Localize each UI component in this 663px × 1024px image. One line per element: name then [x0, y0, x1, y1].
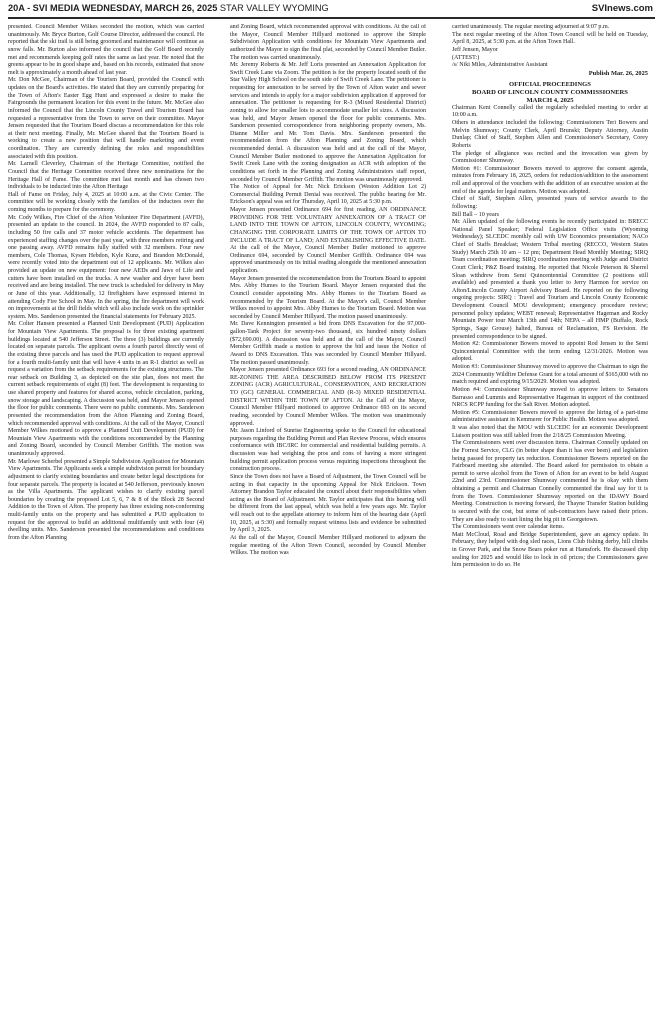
paragraph: carried unanimously. The regular meeting adjourned at 9:07 p.m. — [452, 24, 610, 30]
paragraph: Mr. Larnell Cleverley, Chairman of the Heritage Committee, notified the Council that the Heritage Committee received three new nominations for the Heritage Hall of Fame. The committee met last month and has chosen two individuals to be inducted into the Afton Heritage — [8, 161, 204, 191]
paragraph: Mayor Jensen presented the recommendation from the Tourism Board to appoint Mrs. Abby Humes to the Tourism Board. Mayor Jensen requested that the Council consider appointing Mrs. Abby Humes to the Tourism Board as recommended by the Tourism Board. At the Mayor's call, Council Member Wilkes moved to appoint Mrs. Abby Humes to the Tourism Board. Motion was seconded by Council Member Hillyard. The motion passed unanimously. — [230, 275, 426, 320]
paragraph: Since the Town does not have a Board of Adjustment, the Town Council will be acting in that capacity in the upcoming Appeal for Nick Erickson. Town Attorney Brandon Taylor educated the council about their responsibilities when acting as the Board of Adjustment. Mr. Taylor anticipates that this hearing will be different from the last appeal, which was held a few years ago. Mr. Taylor will reach out to the appellate attorney to inform him of the hearing date (April 10, 2025, at 5:30) and formally request witness lists and evidence be submitted by April 3, 2025. — [230, 473, 426, 534]
paragraph: The Commissioners went over calendar items. — [452, 524, 565, 531]
column-1 — [8, 24, 204, 1020]
signature-mayor: Jeff Jensen, Mayor — [452, 46, 498, 53]
paragraph: Mr. Jeremy Roberts & Mr. Jeff Loris presented an Annexation Application for Swift Creek Lane via Zoom. The petition is for the property located south of the Star Valley High School on the south side of Swift Creek Lane. The petitioner is requesting for annexation to be served by the Town of Afton water and sewer services and intends to apply for a major subdivision application if approved for annexation. The petitioner is requesting for R-3 (Mixed Residential District) zoning to allow for smaller lots to accommodate smaller lot sizes. A discussion was held, and Mayor Jensen opened the floor for public comments. Mrs. Sanderson presented correspondence from neighboring property owners, Ms. Dianne Miller and Mr. Tom Davis. Mrs. Sanderson presented the recommendation from the Afton Planning and Zoning Board, which recommended denial. A discussion was held and at the call of the Mayor, Council Member Butler motioned to approve the Annexation Application for Swift Creek Lane with the zoning designation as ACR with adoption of the conditions set forth in the Planning and Zoning Administrators staff report, seconded by Council Member Griffith. The motion was unanimously approved. — [230, 62, 426, 183]
paragraph: Mayor Jensen presented Ordinance 693 for a second reading, AN ORDINANCE RE-ZONING THE AREA DESCRIBED BELOW FROM ITS PRESENT ZONING (ACR) AGRICULTURAL, CONSERVATION, AND RECREATION TO (GC) GENERAL COMMERCIAL AND (R-3) MIXED RESIDENTIAL DISTRICT WITHIN THE TOWN OF AFTON. At the Call of the Mayor, Council Member Hillyard motioned to approve Ordinance 693 on its second reading, seconded by Council Member Wilkes. The motion was unanimously approved. — [230, 367, 426, 427]
paragraph: The Notice of Appeal for Mr. Nick Erickson (Weston Addition Lot 2) Commercial Building Permit Denial was received. The public hearing for Mr. Erickson's appeal was set for Thursday, April 10, 2025 at 5:30 p.m. — [230, 184, 426, 206]
paragraph: and Zoning Board, which recommended approval with conditions. At the call of the Mayor, Council Member Hillyard motioned to approve the Simple Subdivision Application with conditions for Mountain View Apartments and authorized the Mayor to sign the final plat, seconded by Council Member Butler. The motion was carried unanimously. — [230, 24, 426, 61]
paragraph: Mr. Cody Wilkes, Fire Chief of the Afton Volunteer Fire Department (AVFD), presented an update to the council. In 2024, the AVFD responded to 87 calls, including 50 fire calls and 37 motor vehicle accidents. The department has experienced staffing changes over the past year, with three members retiring and one passing away. AVFD remains fully staffed with 32 members. Four new members, Cole Thomas, Kysen Hebdon, Kyle Kunz, and Brandon McDonald, were recently voted into the department out of 12 applicants. Mr. Wilkes also provided an update on new equipment: four new AEDs and Jaws of Life and cutters have been installed on the trucks. A new washer and dryer have been received and are being installed. The new truck is scheduled for delivery in May or June of this year. Additionally, 12 firefighters have expressed interest in attending Cody Fire School in May. In the spring, the fire department will work on improvements at the drill fields which will also include work on the sprinkler system. Mrs. Sanderson presented the financial statements for February 2025. — [8, 214, 204, 320]
paragraph: presented. Council Member Wilkes seconded the motion, which was carried unanimously. Mr. Bryce Burton, Golf Course Director, addressed the council. He reported that the ski trail is still being groomed and maintenance will continue as snow falls. Mr. Burton also informed the council that the Golf Board recently met and recommends keeping golf rates the same as last year. He noted that the greens appear to be in good shape and, based on his records, estimated that snow melt is approximately a month ahead of last year. — [8, 24, 204, 76]
header-rule — [8, 17, 655, 19]
paragraph: Motion #4: Commissioner Shumway moved to approve letters to Senators Barrasso and Lummis and Representative Hageman in support of the continued NRCS RCPP funding for the Salt River. Motion adopted. — [452, 386, 648, 409]
paragraph: Mr. Don McGee, Chairman of the Tourism Board, provided the Council with updates on the Board's activities. He stated that they are currently preparing for the Town of Afton's Easter Egg Hunt and expressed a desire to make the Fairgrounds the permanent location for this event in the future. Mr. McGee also informed the Council that the Lincoln County Travel and Tourism Board has requested a representative from the Town to serve on their committee. Mayor Jensen requested that the Tourism Board discuss a recommendation for this role at their next meeting. Finally, Mr. McGee shared that the Tourism Board is working to create a new position that will handle marketing and event coordination. They are currently defining the roles and responsibilities associated with this position. — [8, 77, 204, 160]
paragraph: Motion #1: Commissioner Bowers moved to approve the consent agenda, minutes from February 18, 2025, orders for reduction/addition to the assessment roll and approval of the vouchers with the addition of an executive session at the end of the agenda for legal matters. Motion was adopted. — [452, 165, 648, 195]
paragraph: It was also noted that the MOU with SLCEDC for an economic Development Liaison position was still tabled from the 2/18/25 Commission Meeting. — [452, 425, 648, 439]
paragraph: Motion #2: Commissioner Bowers moved to appoint Rod Jensen to the Semi Quincentennial Committee with the term ending 12/31/2026. Motion was adopted. — [452, 341, 648, 363]
paragraph: The Commissioners went over discussion items. Chairman Connelly updated on the Forrest Service, CLG (in better shape than it has ever been) and legislation being passed for property tax reduction. Commissioner Bowers reported on the Fairboard meeting she attended. The Board asked for permission to obtain a permit to serve alcohol from the Town of Afton for an event to be held August 22nd and 23rd. Commissioner Shumway commented he is okay with them obtaining a permit and Chairman Connelly commented the final say for it is from the Town. Commissioner Shumway reported on the IDAWY Board Meeting. Construction is moving forward, the Thayne Transfer Station building is secured with the cost, but some of sub-contractors have raised their prices. They are also ready to start lining the big pit in Georgetown. — [452, 440, 648, 523]
paragraph: Hall of Fame on Friday, July 4, 2025 at 10:00 a.m. at the Civic Center. The committee will be working closely with the families of the inductees over the coming months to prepare for the ceremony. — [8, 191, 204, 213]
paragraph: Mr. Allen updated of the following events he recently participated in: BRECC National Panel Speaker; Federal Legislation Office visits (Wyoming Wednesday); SLCEDC monthly call with UW Economics presentation; NACo Chief of Staffs Breakfast; Western Tribal meeting (RECCO, Western States Study) March 25th 10 am – 12 pm; Department Head Monthly Meeting; SIRQ Team coordination meeting; SIRQ coordination meeting with Judge and District Court Clerk; P&Z Board training. He reported that Nicole Peterson & Sherrel Sloan withdrew from Semi Quincentennial Committee (2 positions still available) and presented a thank you letter to Jerry Harmon for service on Afton/Lincoln County Airport Advisory Board. He reported on the following ongoing projects: SIRQ : Travel and Tourism and Lincoln County Economic Development Council MOU development; emergency procedure review; personnel policy updates; WEBT renewal; Representative Hageman and Rocky Mountain Power tour March 13th and 14th; NEPA – all HMP (Buffalo, Rock Springs, Sage Grouse) halted, Bureau of Reclamation, FS Revision. He presented correspondence to be signed. — [452, 219, 648, 340]
paragraph: Motion #3: Commissioner Shumway moved to approve the Chairman to sign the 2024 Community Wildfire Defense Grant for a total amount of $165,000 with no match required and expiring 9/15/2029. Motion was adopted. — [452, 364, 648, 386]
paragraph: Mr. Marlowe Scherbel presented a Simple Subdivision Application for Mountain View Apartments. The Applicants seek a simple subdivision permit for boundary adjustment to clarify existing boundaries and create better legal descriptions for four separate parcels. The property is located at 540 Jefferson, previously known as the Villa Apartments. The applicant wishes to clarify existing parcel boundaries by creating the proposed Lot 5, 6, 7 & 8 of the Block 28 Second Addition to the Town of Afton. The property has three existing non-conforming multi-family units on the property and has submitted a PUD application to request for the approval to build an additional multifamily unit with four (4) dwelling units. Mrs. Sanderson presented the recommendations and conditions from the Afton Planning — [8, 458, 204, 541]
publication-date: WEDNESDAY, MARCH 26, 2025 — [81, 3, 218, 13]
paper-name: STAR VALLEY WYOMING — [219, 3, 329, 13]
heading-line: MARCH 4, 2025 — [526, 96, 574, 104]
heading-line: OFFICIAL PROCEEDINGS — [509, 81, 591, 89]
paragraph: The next regular meeting of the Afton Town Council will be held on Tuesday, April 8, 2025, at 5:30 p.m. at the Afton Town Hall. — [452, 31, 648, 46]
header-left — [8, 3, 329, 13]
paragraph: The pledge of allegiance was recited and the invocation was given by Commissioner Shumway. — [452, 150, 648, 165]
site-name[interactable]: SVInews.com — [591, 3, 653, 14]
signature-attest: (ATTEST:) — [452, 54, 480, 61]
paragraph: Mayor Jensen presented Ordinance 694 for first reading, AN ORDINANCE PROVIDING FOR THE VOLUNTARY ANNEXATION OF A TRACT OF LAND INTO THE TOWN OF AFTON, LINCOLN COUNTY, WYOMING; CHANGING THE CORPORATE LIMITS OF THE TOWN OF AFTON TO INCLUDE A TRACT OF LAND; AND ESTABLISHING EFFECTIVE DATE. At the call of the Mayor, Council Member Butler motioned to approve Ordinance 694, seconded by Council Member Griffith. Ordinance 694 was approved unanimously on its initial reading alongside the mentioned annexation application. — [230, 207, 426, 274]
signature-assistant: /s/ Niki Miles, Administrative Assistant — [452, 62, 548, 69]
column-3 — [452, 24, 648, 1020]
paragraph: At the call of the Mayor, Council Member Hillyard motioned to adjourn the regular meeting of the Afton Town Council, seconded by Council Member Wilkes. The motion was — [230, 534, 426, 557]
page-header — [0, 0, 663, 22]
section-heading — [452, 81, 648, 104]
paragraph: Motion #5: Commissioner Bowers moved to approve the hiring of a part-time administrative assistant in Kemmerer for Public Health. Motion was adopted. — [452, 409, 648, 424]
paragraph: Others in attendance included the following: Commissioners Teri Bowers and Melvin Shumway; County Clerk, April Brunski; Deputy Attorney, Austin Dunlap; Chief of Staff, Stephen Allen and Commissioner's Secretary, Corey Roberts — [452, 120, 648, 149]
paragraph: Matt McCloud, Road and Bridge Superintendent, gave an agency update. In February, they helped with dog sled races, Lions Club fishing derby, hill climbs in Grover Park, and the Snow Bears poker run at Hamsfork. He discussed chip sealing for 2025 and would like to lock in oil prices; the Commissioners gave him permission to do so. He — [452, 531, 648, 569]
paragraph: Chief of Staff, Stephen Allen, presented years of service awards to the following: — [452, 196, 648, 210]
page-label: 20A - SVI MEDIA — [8, 3, 80, 13]
column-2 — [230, 24, 426, 1020]
publish-date: Publish Mar. 26, 2025 — [588, 69, 648, 77]
paragraph: Chairman Kent Connelly called the regularly scheduled meeting to order at 10:00 a.m. — [452, 104, 648, 119]
paragraph: Mr. Dave Kennington presented a bid from DNS Excavation for the 97,000-gallon-Tank Project for seventy-two thousand, six hundred ninety dollars ($72,690.00). A discussion was held and at the call of the Mayor, Council Member Griffith made a motion to approve the bid and issue the Notice of Award to DNS Excavation. This was seconded by Council Member Hillyard. The motion passed unanimously. — [230, 321, 426, 366]
paragraph: Mr. Colter Hansen presented a Planned Unit Development (PUD) Application for Mountain View Apartments. The proposal is for three existing apartment buildings located at 540 Jefferson Street. The three (3) buildings are currently located on separate parcels. The applicant owns a fourth parcel directly west of the existing three parcels and has used the PUD application to request approval for a fourth multi-family unit that will have 4 units in an R-1 district as well as request a variation from the setback requirements for the existing structures. The rear setback on Building 3, as depicted on the site plan, does not meet the current setback requirements of eight (8) feet. The development is requesting to use shared property and features for shared access, vehicle circulation, parking, snow storage and landscaping. A discussion was held, and Mayor Jensen opened the floor for public comments. There were no public comments. Mrs. Sanderson presented the recommendation from the Afton Planning and Zoning Board, which recommended approval with conditions. At the call of the Mayor, Council Member Wilkes motioned to approve a Planned Unit Development (PUD) for Mountain View Apartments with the conditions recommended by the Planning and Zoning Board, seconded by Council Member Griffith. The motion was unanimously approved. — [8, 321, 204, 457]
heading-line: BOARD OF LINCOLN COUNTY COMMISSIONERS — [472, 89, 628, 97]
paragraph: Bill Ball – 10 years — [452, 211, 500, 218]
paragraph: Mr. Jason Linford of Sunrise Engineering spoke to the Council for educational purposes regarding the Building Permit and Plan Review Process, which ensures conformance with IBC/IRC for commercial and residential building permits. A discussion was had weighing the pros and cons of having a more stringent building permit application process versus requiring inspections throughout the construction process. — [230, 428, 426, 473]
